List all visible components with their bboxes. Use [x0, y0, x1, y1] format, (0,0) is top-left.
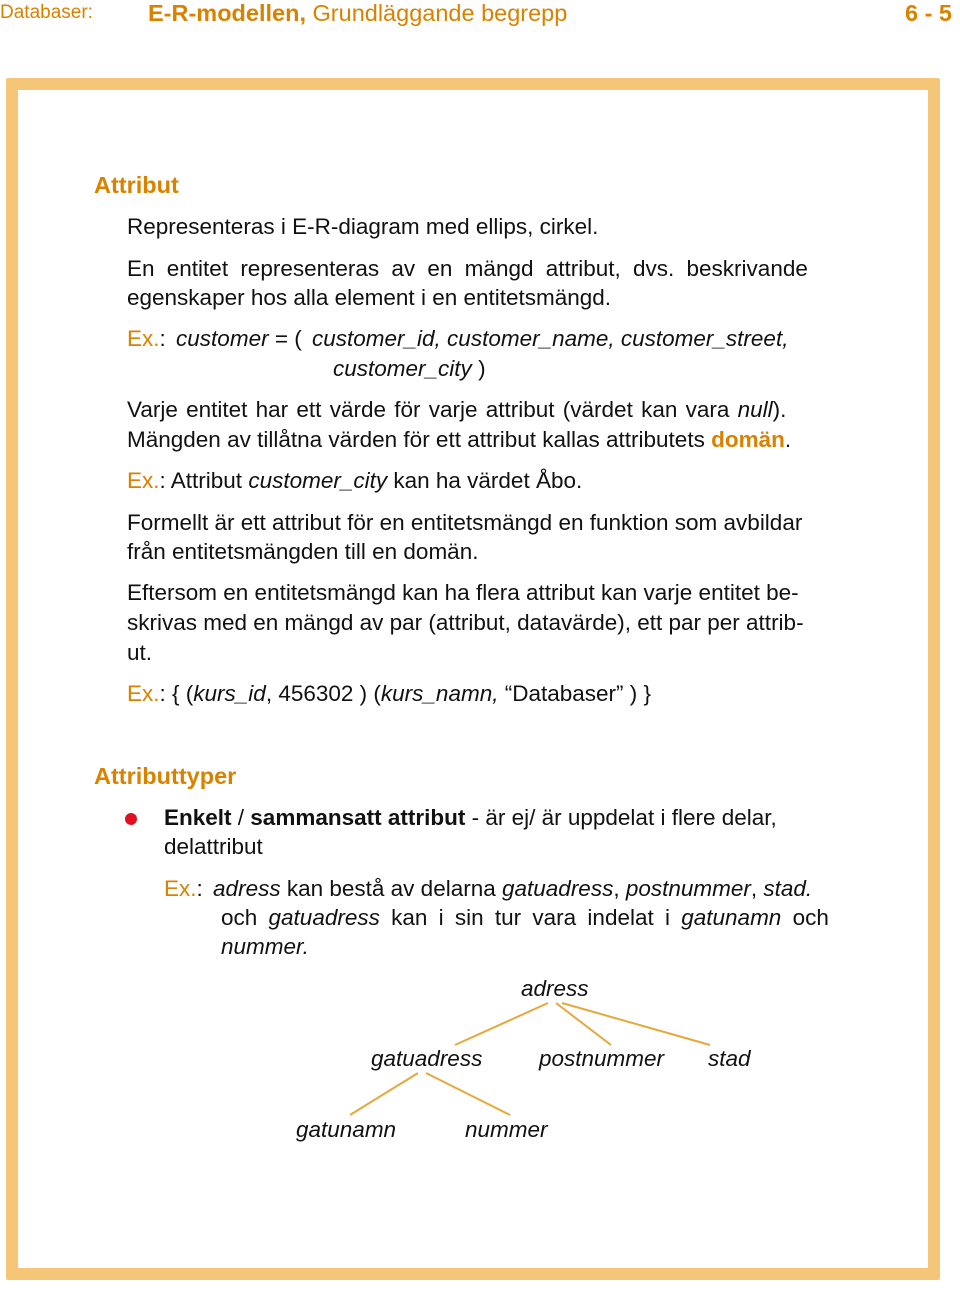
text-line: Representeras i E-R-diagram med ellips, cirkel. — [127, 214, 599, 239]
page-number: 6 - 5 — [904, 0, 952, 26]
example-customer: Ex.: customer = ( customer_id, customer_name, customer_street, — [127, 326, 789, 351]
page-title-bold: E-R-modellen, — [148, 0, 306, 26]
section-heading-attributtyper: Attributtyper — [94, 763, 237, 789]
text-line: Mängden av tillåtna värden för ett attribut kallas attributets domän. — [127, 427, 792, 452]
tree-node-gatuadress: gatuadress — [371, 1046, 483, 1071]
tree-node-postnummer: postnummer — [539, 1046, 665, 1071]
text-line: egenskaper hos alla element i en entitetsmängd. — [127, 285, 612, 310]
example-label: Ex. — [164, 876, 197, 901]
text-line: från entitetsmängden till en domän. — [127, 539, 479, 564]
example-label: Ex. — [127, 681, 160, 706]
course-label: Databaser: — [0, 2, 93, 23]
example-kurs: Ex.: { (kurs_id, 456302 ) (kurs_namn, “Databaser” ) } — [127, 681, 652, 706]
example-customer-cont: customer_city ) — [333, 356, 486, 381]
tree-edge — [350, 1073, 418, 1115]
example-label: Ex. — [127, 326, 160, 351]
tree-edge — [426, 1073, 510, 1115]
tree-edge — [455, 1003, 548, 1045]
tree-node-gatunamn: gatunamn — [296, 1117, 397, 1142]
text-line: Varje entitet har ett värde för varje attribut (värdet kan vara null). — [127, 397, 787, 422]
text-line: Eftersom en entitetsmängd kan ha flera attribut kan varje entitet be- — [127, 580, 799, 605]
page-title-rest: Grundläggande begrepp — [312, 0, 568, 26]
text-line: Formellt är ett attribut för en entitetsmängd en funktion som avbildar — [127, 510, 803, 535]
bullet-text: Enkelt / sammansatt attribut - är ej/ är uppdelat i flere delar, — [164, 805, 777, 830]
tree-node-root: adress — [521, 976, 589, 1001]
doman-term: domän — [711, 427, 785, 452]
example-label: Ex. — [127, 468, 160, 493]
example-adress-cont2: nummer. — [221, 934, 309, 959]
example-adress: Ex.: adress kan bestå av delarna gatuadress, postnummer, stad. — [164, 876, 813, 901]
tree-node-nummer: nummer — [465, 1117, 548, 1142]
example-city: Ex.: Attribut customer_city kan ha värdet Åbo. — [127, 468, 583, 493]
text-line: En entitet representeras av en mängd attribut, dvs. beskrivande — [127, 256, 808, 281]
section-heading-attribut: Attribut — [94, 172, 179, 198]
tree-node-stad: stad — [708, 1046, 751, 1071]
text-line: ut. — [127, 640, 153, 665]
bullet-text-cont: delattribut — [164, 834, 263, 859]
text-line: skrivas med en mängd av par (attribut, datavärde), ett par per attrib- — [127, 610, 804, 635]
example-adress-cont: och gatuadress kan i sin tur vara indelat i gatunamn och — [221, 905, 829, 930]
